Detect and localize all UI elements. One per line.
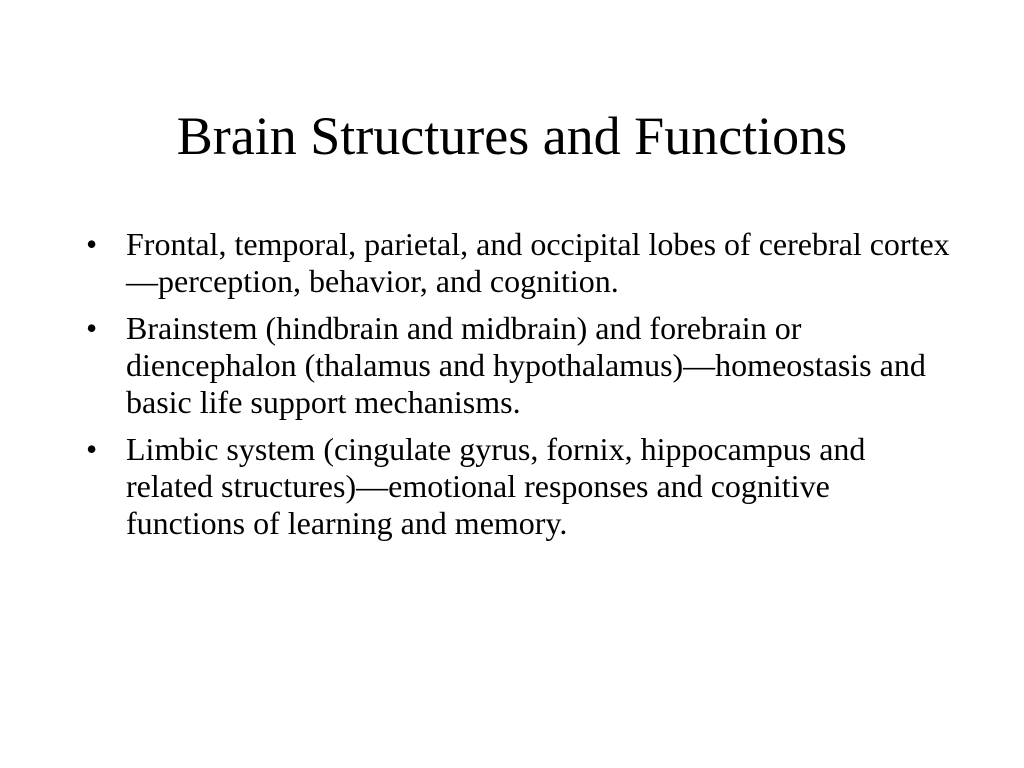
bullet-icon: • bbox=[86, 431, 98, 467]
bullet-item-limbic-system bbox=[86, 431, 956, 542]
bullet-icon: • bbox=[86, 226, 98, 262]
bullet-text: Limbic system (cingulate gyrus, fornix, hippocampus and related structures)—emotional responses and cognitive functions of learning and memory. bbox=[126, 431, 866, 541]
bullet-item-brainstem bbox=[86, 310, 956, 421]
bullet-item-frontal-lobes bbox=[86, 226, 956, 300]
bullet-text: Brainstem (hindbrain and midbrain) and forebrain or diencephalon (thalamus and hypothalamus)—homeostasis and basic life support mechanisms. bbox=[126, 310, 926, 420]
bullet-text: Frontal, temporal, parietal, and occipital lobes of cerebral cortex—perception, behavior, and cognition. bbox=[126, 226, 950, 299]
bullet-icon: • bbox=[86, 310, 98, 346]
bullet-list bbox=[86, 226, 956, 552]
slide-title: Brain Structures and Functions bbox=[176, 106, 848, 166]
